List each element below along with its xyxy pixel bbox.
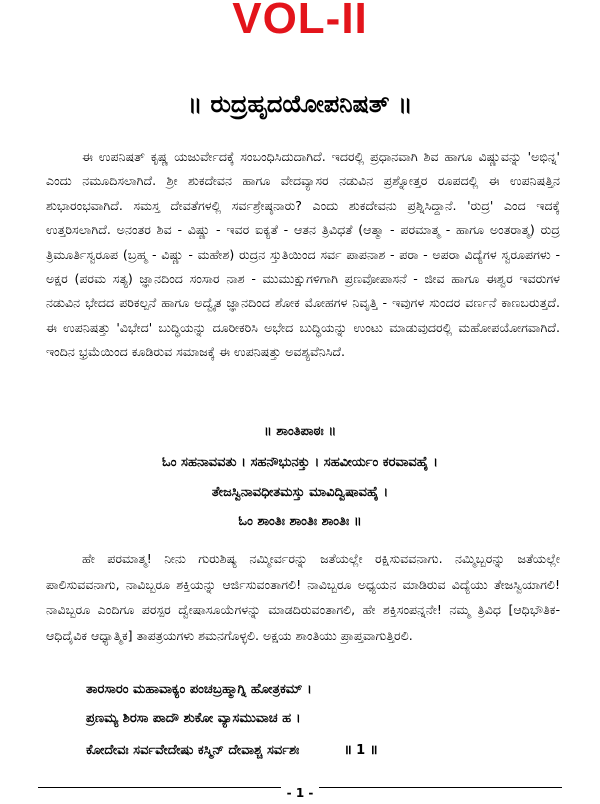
- verse-line: [86, 740, 378, 758]
- intro-paragraph: [46, 145, 560, 365]
- translation-paragraph: [46, 546, 560, 648]
- page-number: - 1 -: [281, 786, 320, 800]
- shanti-patha-heading: ॥ ಶಾಂತಿಪಾಠಃ ॥: [263, 424, 337, 439]
- verse-line: ತಾರಸಾರಂ ಮಹಾವಾಕ್ಯಂ ಪಂಚಬ್ರಹ್ಮಾಗ್ನಿ ಹೋತ್ರಕಮ್ ।: [86, 682, 312, 697]
- verse-line: ಪ್ರಣಮ್ಯ ಶಿರಸಾ ಪಾದೌ ಶುಕೋ ವ್ಯಾಸಮುವಾಚ ಹ ।: [86, 711, 301, 726]
- shanti-mantra-line: ಓಂ ಶಾಂತಿಃ ಶಾಂತಿಃ ಶಾಂತಿಃ ॥: [238, 514, 362, 529]
- verse-number: ॥ 1 ॥: [343, 743, 378, 758]
- volume-heading: VOL-II: [232, 0, 368, 43]
- page-number-wrap: [0, 786, 600, 800]
- intro-text: ಈ ಉಪನಿಷತ್ ಕೃಷ್ಣ ಯಜುರ್ವೇದಕ್ಕೆ ಸಂಬಂಧಿಸಿದುದಾಗಿದೆ. ಇದರಲ್ಲಿ ಪ್ರಧಾನವಾಗಿ ಶಿವ ಹಾಗೂ ವಿಷ್ಣುವನ್ನು 'ಅಭಿನ್ನ' ಎಂದು ನಮೂದಿಸಲಾಗಿದೆ. ಶ್ರೀ ಶುಕದೇವನ ಹಾಗೂ ವೇದವ್ಯಾಸರ ನಡುವಿನ ಪ್ರಶ್ನೋತ್ತರ ರೂಪದಲ್ಲಿ ಈ ಉಪನಿಷತ್ತಿನ ಶುಭಾರಂಭವಾಗಿದೆ. ಸಮಸ್ತ ದೇವತೆಗಳಲ್ಲಿ ಸರ್ವಶ್ರೇಷ್ಠನಾರು? ಎಂದು ಶುಕದೇವನು ಪ್ರಶ್ನಿಸಿದ್ದಾನೆ. 'ರುದ್ರ' ಎಂದ ಇದಕ್ಕೆ ಉತ್ತರಿಸಲಾಗಿದೆ. ಅನಂತರ ಶಿವ - ವಿಷ್ಣು - ಇವರ ಐಕ್ಯತೆ - ಆತನ ತ್ರಿವಿಧತೆ (ಆತ್ಮಾ - ಪರಮಾತ್ಮ - ಹಾಗೂ ಅಂತರಾತ್ಮ) ರುದ್ರ ತ್ರಿಮೂರ್ತಿಸ್ವರೂಪ (ಬ್ರಹ್ಮ - ವಿಷ್ಣು - ಮಹೇಶ) ರುದ್ರನ ಸ್ತುತಿಯಿಂದ ಸರ್ವ ಪಾಪನಾಶ - ಪರಾ - ಅಪರಾ ವಿದ್ಯೆಗಳ ಸ್ವರೂಪಗಳು - ಅಕ್ಷರ (ಪರಮ ಸತ್ಯ) ಜ್ಞಾನದಿಂದ ಸಂಸಾರ ನಾಶ - ಮುಮುಕ್ಷುಗಳಿಗಾಗಿ ಪ್ರಣವೋಪಾಸನೆ - ಜೀವ ಹಾಗೂ ಈಶ್ವರ ಇವರುಗಳ ನಡುವಿನ ಭೇದದ ಪರಿಕಲ್ಪನೆ ಹಾಗೂ ಅದ್ವೈತ ಜ್ಞಾನದಿಂದ ಶೋಕ ಮೋಹಗಳ ನಿವೃತ್ತಿ - ಇವುಗಳ ಸುಂದರ ವರ್ಣನೆ ಕಾಣಬರುತ್ತದೆ. ಈ ಉಪನಿಷತ್ತು 'ವಿಭೇದ' ಬುದ್ಧಿಯನ್ನು ದೂರೀಕರಿಸಿ ಅಭೇದ ಬುದ್ಧಿಯನ್ನು ಉಂಟು ಮಾಡುವುದರಲ್ಲಿ ಮಹೋಪಯೋಗವಾಗಿದೆ. ಇಂದಿನ ಭ್ರಮೆಯಿಂದ ಕೂಡಿರುವ ಸಮಾಜಕ್ಕೆ ಈ ಉಪನಿಷತ್ತು ಅವಶ್ಯವೆನಿಸಿದೆ.: [46, 149, 560, 360]
- translation-text: ಹೇ ಪರಮಾತ್ಮ! ನೀನು ಗುರುಶಿಷ್ಯ ನಮ್ಮೀರ್ವರನ್ನು ಜತೆಯಲ್ಲೇ ರಕ್ಷಿಸುವವನಾಗು. ನಮ್ಮಿಬ್ಬರನ್ನು ಜತೆಯಲ್ಲೇ ಪಾಲಿಸುವವನಾಗು, ನಾವಿಬ್ಬರೂ ಶಕ್ತಿಯನ್ನು ಆರ್ಜಿಸುವಂತಾಗಲಿ! ನಾವಿಬ್ಬರೂ ಅಧ್ಯಯನ ಮಾಡಿರುವ ವಿದ್ಯೆಯು ತೇಜಸ್ವಿಯಾಗಲಿ! ನಾವಿಬ್ಬರೂ ಎಂದಿಗೂ ಪರಸ್ಪರ ದ್ವೇಷಾಸೂಯೆಗಳನ್ನು ಮಾಡದಿರುವಂತಾಗಲಿ, ಹೇ ಶಕ್ತಿಸಂಪನ್ನನೇ! ನಮ್ಮ ತ್ರಿವಿಧ [ಆಧಿಭೌತಿಕ- ಆಧಿದೈವಿಕ ಆಧ್ಯಾತ್ಮಿಕ] ತಾಪತ್ರಯಗಳು ಶಮನಗೊಳ್ಳಲಿ. ಅಕ್ಷಯ ಶಾಂತಿಯು ಪ್ರಾಪ್ತವಾಗುತ್ತಿರಲಿ.: [46, 551, 560, 643]
- verse-line-text: ಕೋದೇವಃ ಸರ್ವವೇದೇಷು ಕಸ್ಮಿನ್ ದೇವಾಶ್ಚ ಸರ್ವಶಃ: [86, 743, 300, 758]
- upanishad-title: ॥ ರುದ್ರಹೃದಯೋಪನಿಷತ್ ॥: [187, 90, 413, 118]
- shanti-mantra-line: ತೇಜಸ್ವಿನಾವಧೀತಮಸ್ತು ಮಾವಿದ್ವಿಷಾವಹೈ ।: [211, 485, 389, 500]
- shanti-mantra-line: ಓಂ ಸಹನಾವವತು । ಸಹನೌಭುನಕ್ತು । ಸಹವೀರ್ಯಂ ಕರವಾವಹೈ ।: [162, 455, 438, 470]
